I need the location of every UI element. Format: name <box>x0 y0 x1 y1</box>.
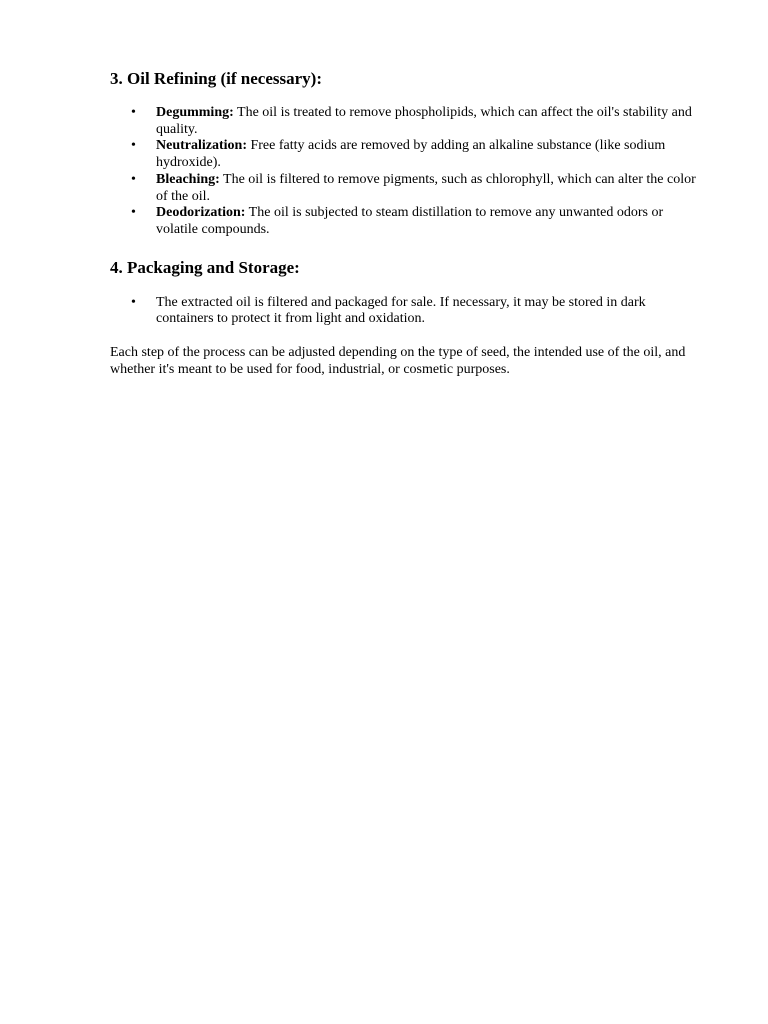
term-deodorization: Deodorization: <box>156 205 246 221</box>
section-heading-oil-refining: 3. Oil Refining (if necessary): <box>110 69 322 88</box>
term-neutralization: Neutralization: <box>156 138 247 154</box>
refining-steps-list <box>110 105 702 239</box>
list-item-packaging <box>110 295 702 328</box>
section-heading-packaging: 4. Packaging and Storage: <box>110 257 300 277</box>
description-deodorization: The oil is subjected to steam distillation to remove any unwanted odors or volatile compounds. <box>156 205 664 237</box>
description-neutralization: Free fatty acids are removed by adding an alkaline substance (like sodium hydroxide). <box>156 138 666 171</box>
list-item-deodorization <box>110 205 702 238</box>
bullet-icon: • <box>131 138 136 154</box>
description-degumming: The oil is treated to remove phospholipids, which can affect the oil's stability and quality. <box>156 105 692 137</box>
bullet-icon: • <box>131 171 136 187</box>
list-item-neutralization <box>110 138 702 171</box>
bullet-icon: • <box>131 105 136 120</box>
term-degumming: Degumming: <box>156 105 234 120</box>
list-item-degumming <box>110 105 702 138</box>
description-packaging: The extracted oil is filtered and packaged for sale. If necessary, it may be stored in dark containers to protect it from light and oxidation. <box>156 294 646 327</box>
bullet-icon: • <box>131 205 136 221</box>
document-page <box>110 68 702 378</box>
list-item-bleaching <box>110 172 702 205</box>
packaging-list <box>110 295 702 328</box>
description-bleaching: The oil is filtered to remove pigments, such as chlorophyll, which can alter the color of the oil. <box>156 171 696 204</box>
bullet-icon: • <box>131 294 136 310</box>
term-bleaching: Bleaching: <box>156 171 220 187</box>
closing-paragraph: Each step of the process can be adjusted depending on the type of seed, the intended use of the oil, and whether it's meant to be used for food, industrial, or cosmetic purposes. <box>110 345 686 377</box>
